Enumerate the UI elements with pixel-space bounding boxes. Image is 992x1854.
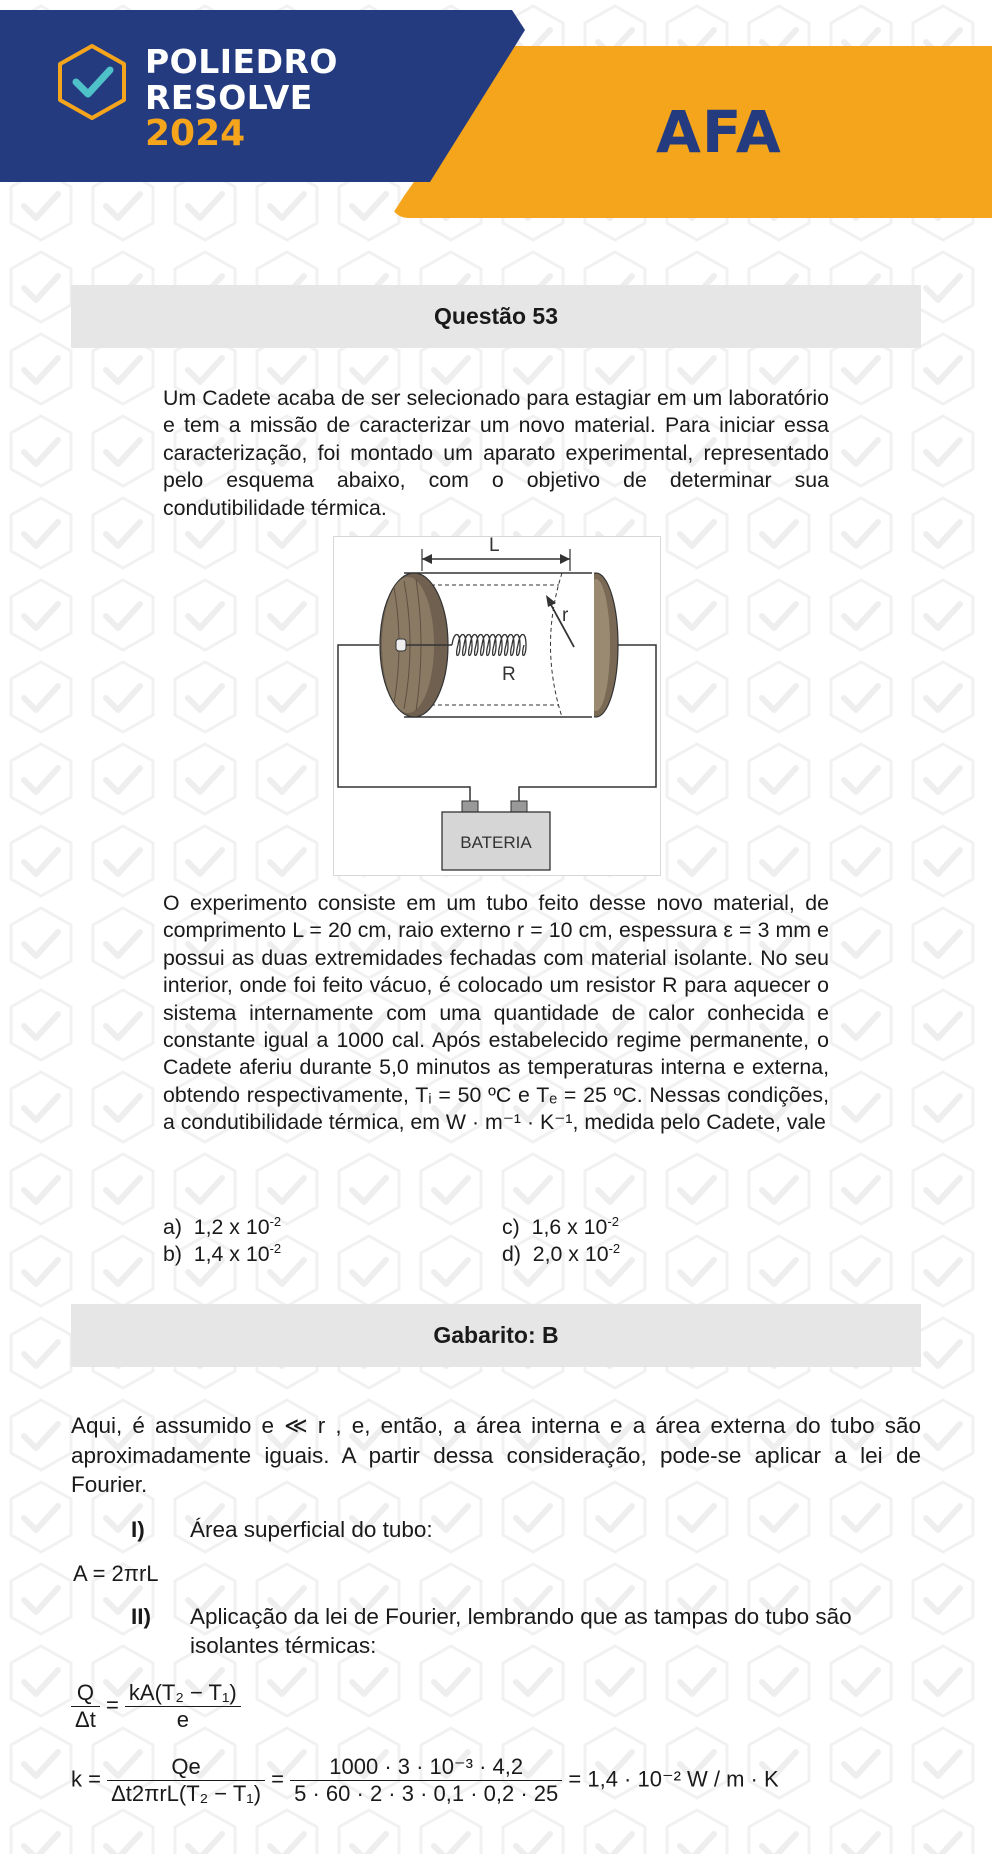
option-letter: d)	[502, 1242, 521, 1267]
item-2-number: II)	[131, 1604, 151, 1629]
option-letter: b)	[163, 1242, 182, 1267]
exam-name: AFA	[656, 98, 782, 166]
equation-fourier: $\frac{Q}{\Delta t}$ = $\frac{\text{kA(T₂ − T₁)}}{e}$	[71, 1680, 241, 1733]
brand-year: 2024	[145, 113, 246, 154]
fraction-values	[290, 1754, 562, 1807]
fraction-numerator: Qe	[107, 1754, 265, 1781]
figure-label-L: L	[489, 536, 500, 556]
battery-label: BATERIA	[460, 833, 532, 852]
fraction-formula	[107, 1754, 265, 1807]
answer-key-bar: Gabarito: B	[71, 1304, 921, 1367]
option-exponent: -2	[269, 1241, 282, 1256]
fraction-rhs	[125, 1680, 241, 1733]
option-exponent: -2	[607, 1214, 619, 1229]
option-letter: c)	[502, 1215, 520, 1240]
fraction-lhs	[71, 1680, 100, 1733]
option-d	[502, 1241, 620, 1267]
figure-label-r: r	[562, 605, 569, 626]
equation-lhs: k =	[71, 1766, 101, 1792]
equation-area: A = 2πrL	[73, 1561, 159, 1586]
item-1-text: Área superficial do tubo:	[190, 1517, 433, 1542]
fraction-numerator: Q	[71, 1680, 100, 1707]
question-intro: Um Cadete acaba de ser selecionado para estagiar em um laboratório e tem a missão de caracterizar um novo material. Para iniciar essa caracterização, foi montado um aparato experimental, representado pelo esquema abaixo, com o objetivo de determinar sua condutibilidade térmica.	[163, 386, 829, 520]
brand-line-2: RESOLVE	[145, 78, 313, 117]
option-value: 1,4 x 10	[193, 1242, 270, 1267]
option-letter: a)	[163, 1215, 182, 1240]
option-c	[502, 1214, 619, 1240]
option-value: 1,2 x 10	[193, 1215, 270, 1240]
fraction-denominator: Δt	[75, 1707, 96, 1732]
equation-result: = 1,4 · 10⁻² W / m · K	[568, 1766, 779, 1792]
equation-conductivity: k = $\frac{Qe}{\text{Δt2πrL(T₂ − T₁)}}$ = $\frac{\text{1000 · 3 · 10⁻³ · 4,2}}{5 \cdot 60 \cdot 2 \cdot 3 \cdot 0,1 \cdot 0,2 \cdot 25}$ = 1,4 · 10⁻² W / m · K	[71, 1754, 779, 1806]
option-b	[163, 1241, 281, 1267]
option-exponent: -2	[269, 1214, 282, 1229]
fraction-numerator: 1000 · 3 · 10⁻³ · 4,2	[290, 1754, 562, 1781]
option-value: 2,0 x 10	[532, 1242, 609, 1267]
item-2-text: Aplicação da lei de Fourier, lembrando que as tampas do tubo são isolantes térmicas:	[190, 1604, 852, 1658]
option-a	[163, 1214, 281, 1240]
figure-label-R: R	[502, 664, 516, 685]
item-1-number: I)	[131, 1517, 145, 1542]
brand-line-1: POLIEDRO	[145, 42, 338, 81]
option-exponent: -2	[608, 1241, 621, 1256]
option-value: 1,6 x 10	[531, 1215, 608, 1240]
fraction-denominator: Δt2πrL(T₂ − T₁)	[111, 1781, 262, 1806]
fraction-numerator: kA(T₂ − T₁)	[125, 1680, 241, 1707]
brand-logo-text	[145, 44, 338, 152]
question-body: O experimento consiste em um tubo feito desse novo material, de comprimento L = 20 cm, raio externo r = 10 cm, espessura ε = 3 mm e possui as duas extremidades fechadas com material isolante. No seu interior, onde foi feito vácuo, é colocado um resistor R para aquecer o sistema internamente com uma quantidade de calor conhecida e constante igual a 1000 cal. Após estabelecido regime permanente, o Cadete aferiu durante 5,0 minutos as temperaturas interna e externa, obtendo respectivamente, Tᵢ = 50 ºC e Tₑ = 25 ºC. Nessas condições, a condutibilidade térmica, em W · m⁻¹ · K⁻¹, medida pelo Cadete, vale	[163, 891, 829, 1135]
check-hexagon-icon	[52, 42, 132, 122]
fraction-denominator: 5 · 60 · 2 · 3 · 0,1 · 0,2 · 25	[294, 1781, 559, 1806]
question-title-bar: Questão 53	[71, 285, 921, 348]
apparatus-figure	[333, 536, 661, 876]
fraction-denominator: e	[176, 1707, 189, 1732]
solution-paragraph: Aqui, é assumido e ≪ r , e, então, a área interna e a área externa do tubo são aproximadamente iguais. A partir dessa consideração, pode-se aplicar a lei de Fourier.	[71, 1413, 921, 1497]
